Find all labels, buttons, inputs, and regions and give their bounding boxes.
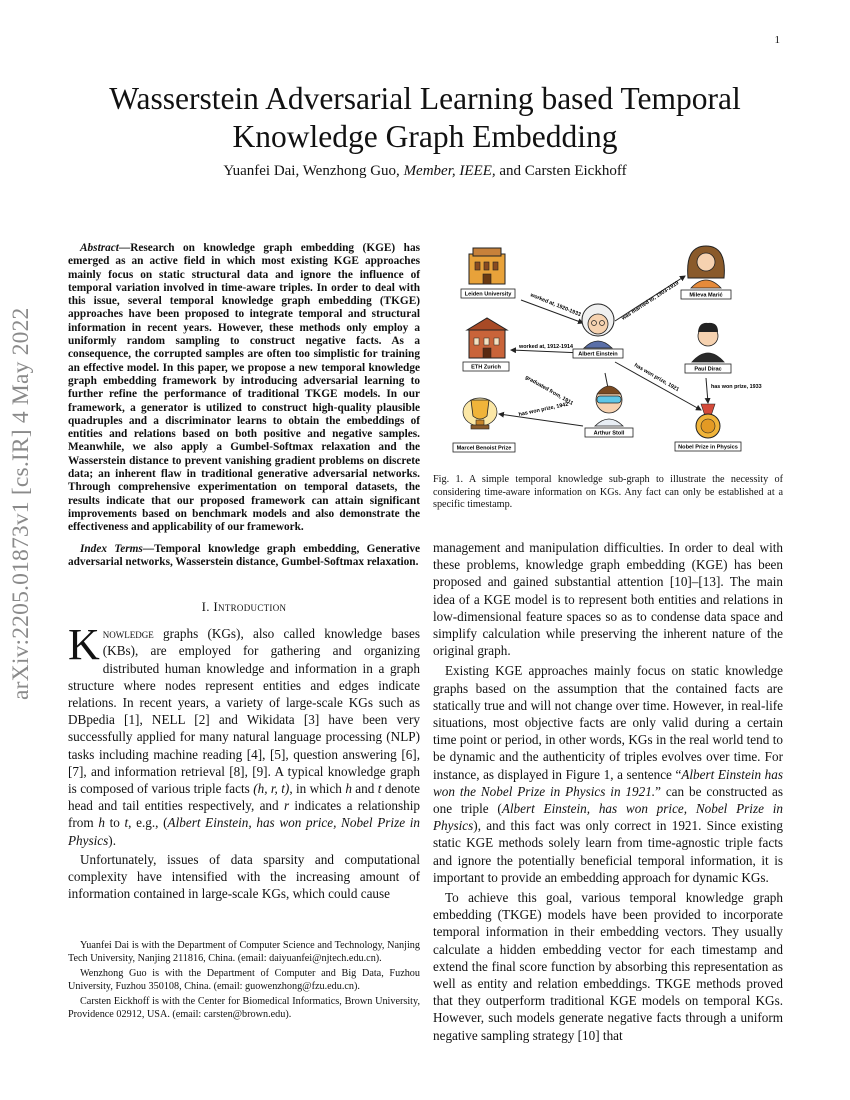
paragraph-text: Existing KGE approaches mainly focus on static knowledge graphs based on the assumption that the contained facts are statically true and will not change over time. However, in real-life situations, most objective facts are only valid during a certain time point or period, in other words, KGs in the real world tend to be dynamic and the authenticity of triples evolves over time. For instance, as displayed in Figure 1, a sentence “ bbox=[433, 663, 783, 782]
right-paragraph-1: management and manipulation difficulties. In order to deal with these problems, knowledge graph embedding (KGE) has been proposed and gained substantial attention [10]–[13]. The main idea of a KGE model is to represent both entities and relations in low-dimensional feature spaces so as to condense data space and simplify calculation while preserving the inherent nature of the original graph. bbox=[433, 540, 783, 659]
example-triple: Albert Einstein, has won price, Nobel Prize in Physics bbox=[68, 815, 420, 848]
intro-text: , e.g., ( bbox=[128, 815, 168, 831]
edge-label-worked-leiden: worked at, 1920-1933 bbox=[529, 292, 582, 319]
math-h: h bbox=[98, 815, 105, 831]
intro-text: ). bbox=[108, 832, 116, 848]
knowledge-graph-figure bbox=[433, 238, 783, 468]
paragraph-text: ), and this fact was only correct in 1921. Since existing static KGE methods solely learn from time-agnostic triple facts and ignore the potentially beneficial temporal information, it is important to provide an embedding approach for dynamic KGs. bbox=[433, 818, 783, 885]
edge-line bbox=[499, 414, 583, 426]
edge-label-won-stoll: has won prize, 1942 bbox=[518, 401, 569, 418]
edge-label-won-dirac: has won prize, 1933 bbox=[711, 384, 762, 390]
footnote-1: Yuanfei Dai is with the Department of Computer Science and Technology, Nanjing Tech University, Nanjing 211816, China. (email: daiyuanfei@njtech.edu.cn). bbox=[68, 940, 420, 964]
intro-text: , in which bbox=[289, 780, 346, 796]
example-triple: Albert Einstein, has won price, Nobel Prize in Physics bbox=[433, 801, 783, 834]
math-r: r bbox=[283, 798, 290, 814]
building-icon bbox=[467, 318, 507, 358]
node-leiden: Leiden University bbox=[464, 291, 512, 298]
author-names: Yuanfei Dai, Wenzhong Guo, bbox=[223, 163, 404, 179]
edge-label-married: was married to, 1903-1919 bbox=[620, 280, 681, 322]
edge-label-graduated: graduated from, 1911 bbox=[524, 374, 574, 407]
paragraph-text: ” can be constructed as one triple ( bbox=[433, 783, 783, 817]
right-column bbox=[433, 238, 783, 512]
figure-caption: Fig. 1. A simple temporal knowledge sub-graph to illustrate the necessity of considering time-aware information on KGs. Any fact can only be established at a specific timestamp. bbox=[433, 474, 783, 511]
university-icon bbox=[469, 248, 505, 284]
right-paragraph-2 bbox=[433, 662, 783, 886]
index-terms bbox=[68, 543, 420, 570]
dropcap: K bbox=[68, 620, 100, 670]
right-column-text bbox=[433, 539, 783, 1044]
abstract bbox=[68, 242, 420, 535]
right-paragraph-3: To achieve this goal, various temporal knowledge graph embedding (TKGE) models have been provided to incorporate temporal information in their embedding vectors. They usually calculate a hidden embedding vector for each timestamp and extend the final score function by absorbing this representation as well as entity and relation embeddings. TKGE methods proved that they outperform traditional KGE models on temporal KGs. However, such models generate negative facts through a uniform negative sampling strategy [10] that bbox=[433, 890, 783, 1043]
man-avatar-icon bbox=[692, 323, 724, 362]
intro-paragraph-2: Unfortunately, issues of data sparsity and computational complexity have intensified with the increasing amount of information contained in large-scale KGs, which could cause bbox=[68, 851, 420, 902]
section-title: Introduction bbox=[213, 599, 287, 615]
edge-label-worked-eth: worked at, 1912-1914 bbox=[519, 344, 573, 350]
paper-title: Wasserstein Adversarial Learning based Temporal Knowledge Graph Embedding bbox=[109, 81, 741, 154]
node-stoll: Arthur Stoll bbox=[593, 430, 625, 437]
edge-line bbox=[511, 350, 583, 353]
intro-text: graphs (KGs), also called knowledge bases (KBs), are employed for gathering and organizing distributed human knowledge and information in a graph structure where nodes represent entities and edges indicate relations. In recent years, a variety of large-scale KGs such as DBpedia [1], NELL [2] and Wikidata [3] have been very successfully applied for many natural language processing (NLP) tasks including machine reading [4], [5], question answering [6], [7], and information retrieval [8], [9]. A typical knowledge graph is composed of various triple facts bbox=[68, 626, 420, 796]
node-mileva: Mileva Marić bbox=[689, 292, 723, 299]
intro-text: and bbox=[351, 780, 378, 796]
woman-avatar-icon bbox=[688, 246, 725, 288]
quoted-sentence: Albert Einstein has won the Nobel Prize in Physics in 1921. bbox=[433, 766, 783, 799]
figure-1 bbox=[433, 238, 783, 468]
abstract-lead: Abstract bbox=[80, 242, 119, 254]
footnote-2: Wenzhong Guo is with the Department of Computer and Big Data, Fuzhou University, Fuzhou 350108, China. (email: guowenzhong@fzu.edu.cn). bbox=[68, 968, 420, 992]
footnote-3: Carsten Eickhoff is with the Center for Biomedical Informatics, Brown University, Providence 02912, USA. (email: carsten@brown.edu). bbox=[68, 996, 420, 1020]
footnotes bbox=[68, 940, 420, 1025]
index-terms-text: —Temporal knowledge graph embedding, Generative adversarial networks, Wasserstein distance, Gumbel-Softmax relaxation. bbox=[68, 542, 420, 568]
math-t: t bbox=[377, 780, 382, 796]
math-t: t bbox=[124, 815, 129, 831]
trophy-icon bbox=[463, 398, 497, 429]
edge-line bbox=[706, 378, 708, 403]
scientist-goggles-icon bbox=[595, 386, 623, 426]
node-nobel: Nobel Prize in Physics bbox=[678, 444, 738, 451]
page-number: 1 bbox=[774, 34, 780, 46]
author-membership: Member, IEEE, bbox=[403, 163, 496, 179]
intro-text: to bbox=[104, 815, 125, 831]
scientist-icon bbox=[582, 304, 614, 348]
node-dirac: Paul Dirac bbox=[694, 366, 722, 373]
intro-text: denote head and tail entities respectively, and bbox=[68, 780, 420, 814]
index-terms-lead: Index Terms bbox=[80, 542, 143, 555]
node-einstein: Albert Einstein bbox=[578, 351, 618, 358]
section-number: I. bbox=[201, 599, 214, 615]
node-eth: ETH Zurich bbox=[471, 364, 501, 371]
intro-text: indicates a relationship from bbox=[68, 798, 420, 831]
section-heading bbox=[68, 599, 420, 615]
left-column bbox=[68, 242, 420, 902]
author-last: and Carsten Eickhoff bbox=[495, 163, 627, 179]
math-h: h bbox=[345, 780, 352, 796]
intro-paragraph-1 bbox=[68, 620, 420, 849]
author-line bbox=[60, 163, 790, 180]
math-triple: (h, r, t) bbox=[253, 780, 290, 796]
node-marcel: Marcel Benoist Prize bbox=[456, 445, 512, 452]
dropcap-word: nowledge bbox=[102, 626, 154, 642]
abstract-text: —Research on knowledge graph embedding (KGE) has emerged as an active field in which most existing KGE approaches mainly focus on static structural data and ignore the influence of temporal variation involved in time-aware triples. In order to deal with this issue, several temporal knowledge graph embedding (TKGE) approaches have been proposed to integrate temporal and structural information in recent years. However, these methods only employ a uniformly random sampling to construct negative facts. As a consequence, the corrupted samples are often too simplistic for training an effective model. In this paper, we propose a new temporal knowledge graph embedding framework by introducing adversarial learning to further refine the performance of traditional TKGE models. In our framework, a generator is utilized to construct high-quality plausible quadruples and a discriminator learns to obtain the embeddings of entities and relations based on both positive and negative samples. Meanwhile, we also apply a Gumbel-Softmax relaxation and the Wasserstein distance to prevent vanishing gradient problems on discrete data; an inherent flaw in traditional generative adversarial networks. Through comprehensive experimentation on temporal datasets, the results indicate that our proposed framework can attain significant improvements based on benchmark models and also demonstrate the effectiveness and applicability of our framework. bbox=[68, 242, 420, 534]
edge-label-won-einstein: has won prize, 1921 bbox=[633, 362, 680, 394]
arxiv-stamp: arXiv:2205.01873v1 [cs.IR] 4 May 2022 bbox=[8, 307, 34, 700]
